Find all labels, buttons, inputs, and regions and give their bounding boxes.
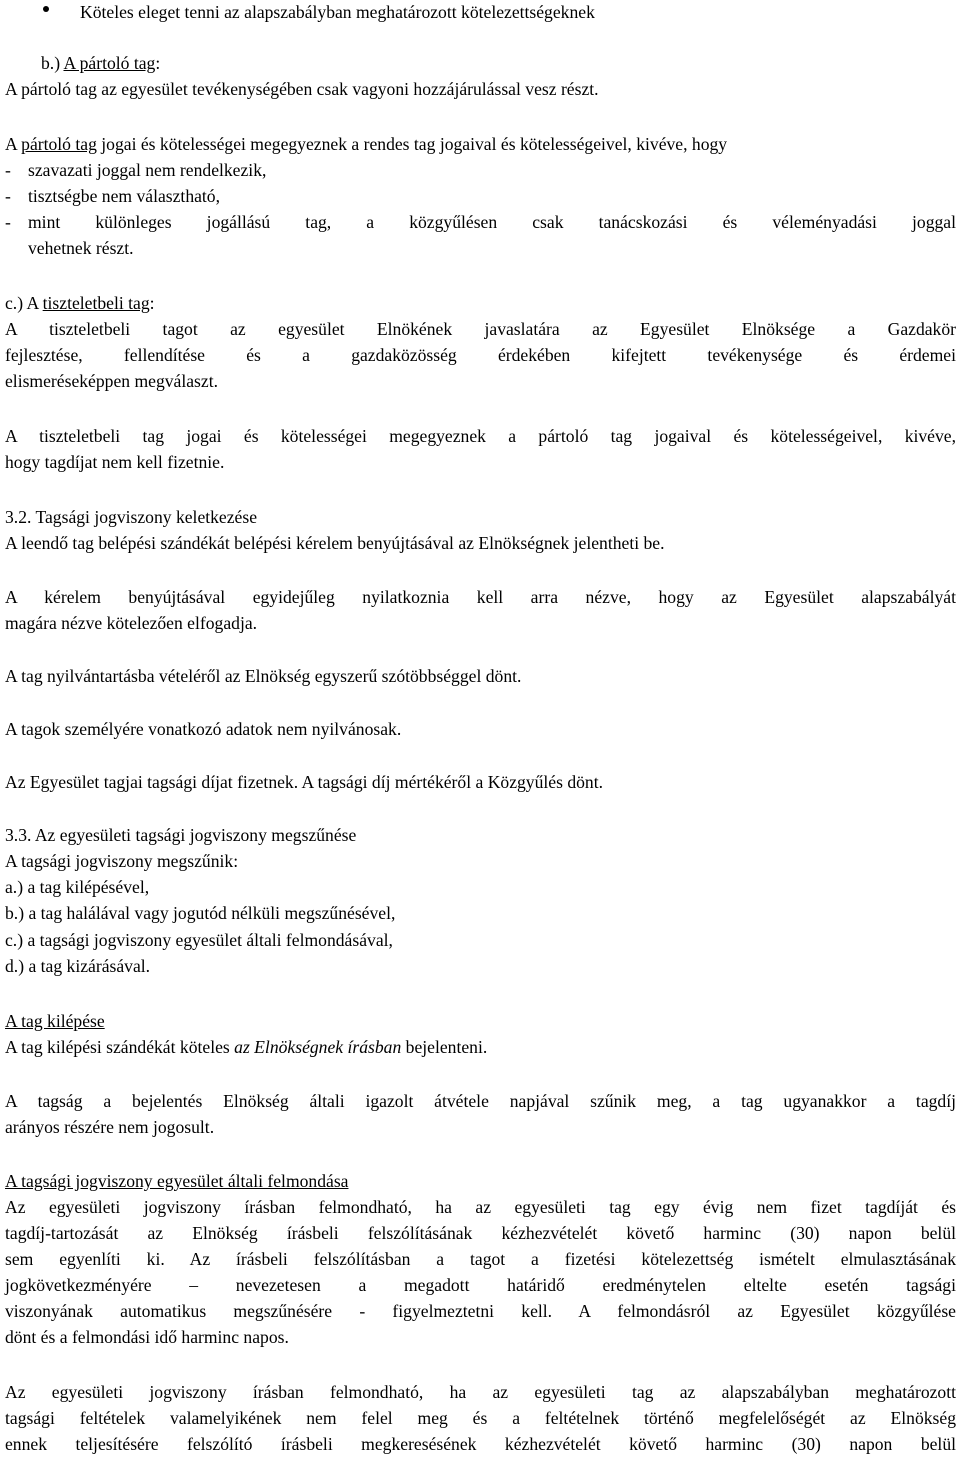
section-heading-3-2: 3.2. Tagsági jogviszony keletkezése xyxy=(5,507,258,527)
paragraph-line: Az egyesületi jogviszony írásban felmondható, ha az egyesületi tag az alapszabályban meghatározott xyxy=(5,1382,956,1402)
paragraph-line: Az Egyesület tagjai tagsági díjat fizetnek. A tagsági díj mértékéről a Közgyűlés dönt. xyxy=(5,772,604,792)
paragraph-line: sem egyenlíti ki. Az írásbeli felszólításban a tagot a fizetési kötelezettség ismételt elmulasztásának xyxy=(5,1249,956,1269)
paragraph-line: A leendő tag belépési szándékát belépési kérelem benyújtásával az Elnökségnek jelentheti be. xyxy=(5,533,665,553)
list-item: - mint különleges jogállású tag, a közgyűlésen csak tanácskozási és véleményadási joggal xyxy=(5,212,956,232)
paragraph-line: ennek teljesítésére felszólító írásbeli megkeresésének kézhezvételét követő harminc (30) napon belül xyxy=(5,1434,956,1454)
paragraph-line: arányos részére nem jogosult. xyxy=(5,1117,215,1137)
paragraph-line: hogy tagdíjat nem kell fizetnie. xyxy=(5,452,225,472)
paragraph-line: jogkövetkezményére – nevezetesen a megadott határidő eredménytelen eltelte esetén tagsági xyxy=(5,1275,956,1295)
paragraph-line: magára nézve kötelezően elfogadja. xyxy=(5,613,258,633)
paragraph-line: elismeréseképpen megválaszt. xyxy=(5,371,218,391)
list-item-continuation: vehetnek részt. xyxy=(28,238,134,258)
bullet-text: Köteles eleget tenni az alapszabályban meghatározott kötelezettségeknek xyxy=(80,2,595,22)
paragraph-line: A tag kilépési szándékát köteles az Elnökségnek írásban bejelenteni. xyxy=(5,1037,488,1057)
paragraph-line: fejlesztése, fellendítése és a gazdaközösség érdekében kifejtett tevékenysége és érdemei xyxy=(5,345,956,365)
bullet-icon xyxy=(43,6,49,12)
paragraph-line: tagsági feltételek valamelyikének nem felel meg és a feltételnek történő megfelelőségét az Elnökség xyxy=(5,1408,956,1428)
paragraph-line: A tiszteletbeli tag jogai és kötelességei megegyeznek a pártoló tag jogaival és kötelességeivel, kivéve, xyxy=(5,426,956,446)
partolo-heading: b.) A pártoló tag: xyxy=(41,53,161,73)
list-item: d.) a tag kizárásával. xyxy=(5,956,151,976)
paragraph-line: A tagsági jogviszony megszűnik: xyxy=(5,851,239,871)
list-item: a.) a tag kilépésével, xyxy=(5,877,150,897)
paragraph-line: A tiszteletbeli tagot az egyesület Elnökének javaslatára az Egyesület Elnöksége a Gazdakör xyxy=(5,319,956,339)
paragraph-line: A kérelem benyújtásával egyidejűleg nyilatkoznia kell arra nézve, hogy az Egyesület alapszabályát xyxy=(5,587,956,607)
paragraph-line: A tagság a bejelentés Elnökség általi igazolt átvétele napjával szűnik meg, a tag ugyanakkor a tagdíj xyxy=(5,1091,956,1111)
list-item: c.) a tagsági jogviszony egyesület általi felmondásával, xyxy=(5,930,393,950)
subheading-kilepes: A tag kilépése xyxy=(5,1011,105,1031)
list-item: - tisztségbe nem választható, xyxy=(5,186,221,206)
paragraph-line: Az egyesületi jogviszony írásban felmondható, ha az egyesületi tag egy évig nem fizet tagdíját és xyxy=(5,1197,956,1217)
partolo-line1: A pártoló tag az egyesület tevékenységében csak vagyoni hozzájárulással vesz részt. xyxy=(5,79,599,99)
section-heading-3-3: 3.3. Az egyesületi tagsági jogviszony megszűnése xyxy=(5,825,357,845)
list-item: - szavazati joggal nem rendelkezik, xyxy=(5,160,267,180)
paragraph-line: viszonyának automatikus megszűnésére - figyelmeztetni kell. A felmondásról az Egyesület közgyűlése xyxy=(5,1301,956,1321)
partolo-rights: A pártoló tag jogai és kötelességei megegyeznek a rendes tag jogaival és kötelességeivel, kivéve, hogy xyxy=(5,134,728,154)
subheading-felmondas: A tagsági jogviszony egyesület általi felmondása xyxy=(5,1171,349,1191)
paragraph-line: A tag nyilvántartásba vételéről az Elnökség egyszerű szótöbbséggel dönt. xyxy=(5,666,522,686)
tiszteletbeli-heading: c.) A tiszteletbeli tag: xyxy=(5,293,155,313)
paragraph-line: dönt és a felmondási idő harminc napos. xyxy=(5,1327,289,1347)
paragraph-line: A tagok személyére vonatkozó adatok nem nyilvánosak. xyxy=(5,719,402,739)
list-item: b.) a tag halálával vagy jogutód nélküli megszűnésével, xyxy=(5,903,396,923)
paragraph-line: tagdíj-tartozását az Elnökség írásbeli felszólításának kézhezvételét követő harminc (30) napon belül xyxy=(5,1223,956,1243)
